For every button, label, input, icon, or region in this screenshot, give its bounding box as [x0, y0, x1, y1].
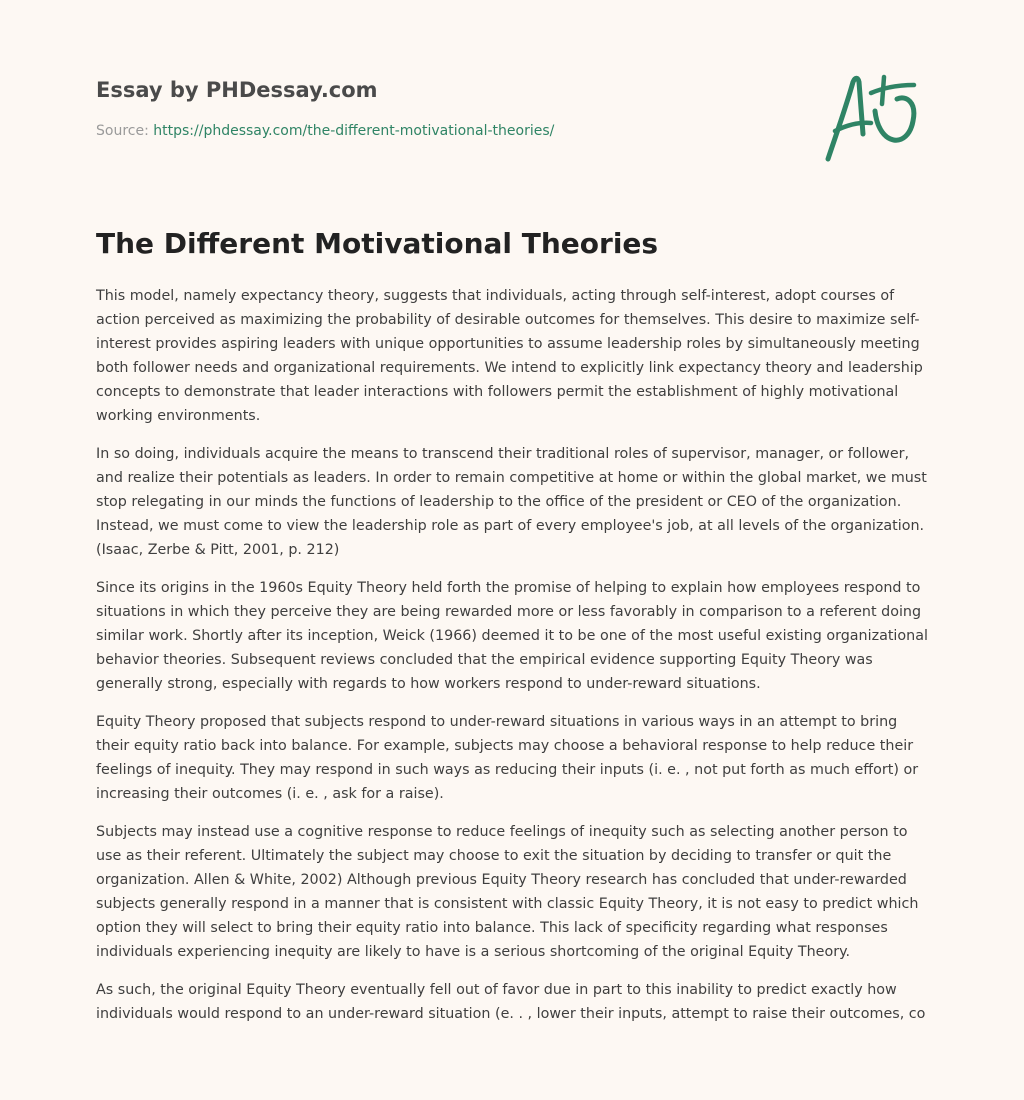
essay-paragraph: Equity Theory proposed that subjects respond to under-reward situations in various ways in an attempt to bring their equity ratio back into balance. For example, subjects may choose a behavioral response to help reduce their feelings of inequity. They may respond in such ways as reducing their inputs (i. e. , not put forth as much effort) or increasing their outcomes (i. e. , ask for a raise).	[96, 714, 919, 802]
essay-paragraph: As such, the original Equity Theory eventually fell out of favor due in part to this inability to predict exactly how individuals would respond to an under-reward situation (e. . , lower their inputs, attempt to raise their outcomes, co	[96, 982, 926, 1022]
essay-body	[96, 284, 932, 1040]
essay-paragraph: Subjects may instead use a cognitive response to reduce feelings of inequity such as selecting another person to use as their referent. Ultimately the subject may choose to exit the situation by deciding to transfer or quit the organization. Allen & White, 2002) Although previous Equity Theory research has concluded that under-rewarded subjects generally respond in a manner that is consistent with classic Equity Theory, it is not easy to predict which option they will select to bring their equity ratio into balance. This lack of specificity regarding what responses individuals experiencing inequity are likely to have is a serious shortcoming of the original Equity Theory.	[96, 824, 919, 960]
a-plus-logo-icon	[822, 68, 930, 168]
source-label: Source:	[96, 123, 149, 139]
essay-header	[96, 76, 796, 141]
source-link[interactable]: https://phdessay.com/the-different-motivational-theories/	[153, 123, 555, 139]
essay-paragraph: Since its origins in the 1960s Equity Theory held forth the promise of helping to explain how employees respond to situations in which they perceive they are being rewarded more or less favorably in comparison to a referent doing similar work. Shortly after its inception, Weick (1966) deemed it to be one of the most useful existing organizational behavior theories. Subsequent reviews concluded that the empirical evidence supporting Equity Theory was generally strong, especially with regards to how workers respond to under-reward situations.	[96, 580, 928, 692]
essay-paragraph: In so doing, individuals acquire the means to transcend their traditional roles of supervisor, manager, or follower, and realize their potentials as leaders. In order to remain competitive at home or within the global market, we must stop relegating in our minds the functions of leadership to the office of the president or CEO of the organization. Instead, we must come to view the leadership role as part of every employee's job, at all levels of the organization. (Isaac, Zerbe & Pitt, 2001, p. 212)	[96, 446, 927, 558]
essay-title: The Different Motivational Theories	[96, 227, 659, 260]
source-line	[96, 121, 796, 141]
essay-paragraph: This model, namely expectancy theory, suggests that individuals, acting through self-interest, adopt courses of action perceived as maximizing the probability of desirable outcomes for themselves. This desire to maximize self-interest provides aspiring leaders with unique opportunities to assume leadership roles by simultaneously meeting both follower needs and organizational requirements. We intend to explicitly link expectancy theory and leadership concepts to demonstrate that leader interactions with followers permit the establishment of highly motivational working environments.	[96, 288, 923, 424]
site-title: Essay by PHDessay.com	[96, 78, 378, 102]
a-plus-logo	[822, 68, 930, 168]
